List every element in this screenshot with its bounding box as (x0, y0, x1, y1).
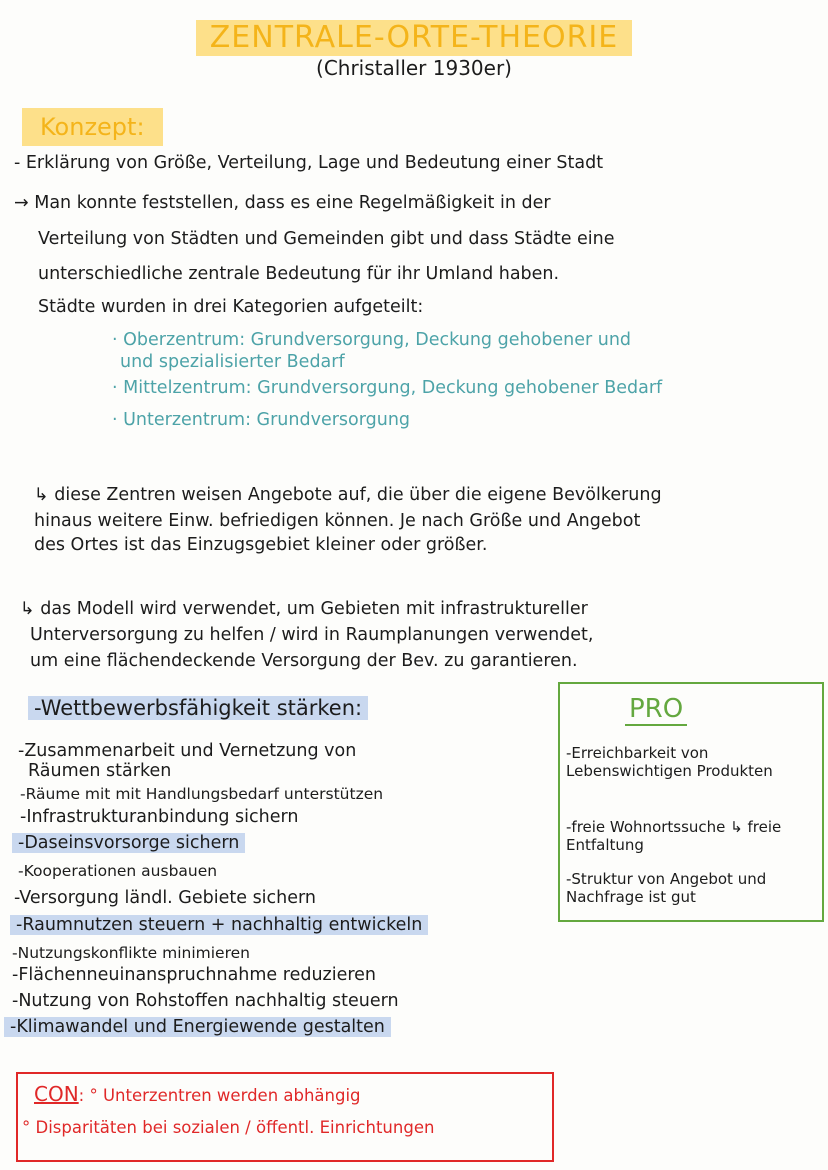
page-title: ZENTRALE-ORTE-THEORIE (196, 20, 632, 56)
pro-item: -freie Wohnortssuche ↳ freie Entfaltung (566, 818, 782, 854)
category-mittelzentrum: · Mittelzentrum: Grundversorgung, Deckung gehobener Bedarf (112, 378, 663, 398)
wettbewerb-heading (28, 696, 368, 720)
wettbewerb-item-text: -Raumnutzen steuern + nachhaltig entwickeln (10, 915, 428, 935)
con-item: ° Disparitäten bei sozialen / öffentl. Einrichtungen (22, 1118, 435, 1137)
wettbewerb-item: -Infrastrukturanbindung sichern (20, 807, 299, 827)
wettbewerb-item-text: -Klimawandel und Energiewende gestalten (4, 1017, 391, 1037)
wettbewerb-heading-text: -Wettbewerbsfähigkeit stärken: (28, 696, 368, 720)
wettbewerb-item: -Zusammenarbeit und Vernetzung von (18, 741, 357, 761)
wettbewerb-item: Räumen stärken (28, 761, 172, 781)
category-oberzentrum-cont: und spezialisierter Bedarf (120, 352, 345, 372)
paragraph-zentren: hinaus weitere Einw. befriedigen können. Je nach Größe und Angebot (34, 511, 641, 531)
wettbewerb-item-highlighted (4, 1016, 391, 1038)
konzept-line: - Erklärung von Größe, Verteilung, Lage und Bedeutung einer Stadt (14, 153, 604, 173)
con-label: CON (34, 1082, 79, 1106)
wettbewerb-item: -Kooperationen ausbauen (18, 862, 218, 880)
page-subtitle: (Christaller 1930er) (316, 56, 512, 80)
paragraph-modell: Unterversorgung zu helfen / wird in Raumplanungen verwendet, (30, 625, 594, 645)
wettbewerb-item: -Räume mit mit Handlungsbedarf unterstützen (20, 785, 384, 803)
category-unterzentrum: · Unterzentrum: Grundversorgung (112, 410, 411, 430)
paragraph-modell: ↳ das Modell wird verwendet, um Gebieten mit infrastruktureller (20, 599, 588, 619)
title-area (0, 20, 828, 56)
konzept-heading: Konzept: (22, 108, 163, 146)
wettbewerb-item-text: -Daseinsvorsorge sichern (12, 833, 245, 853)
category-oberzentrum: · Oberzentrum: Grundversorgung, Deckung gehobener und (112, 330, 632, 350)
paragraph-modell: um eine flächendeckende Versorgung der Bev. zu garantieren. (30, 651, 578, 671)
pro-heading: PRO (625, 694, 687, 726)
pro-item: -Erreichbarkeit von Lebenswichtigen Produkten (566, 744, 773, 780)
paragraph-zentren: ↳ diese Zentren weisen Angebote auf, die über die eigene Bevölkerung (34, 485, 662, 505)
wettbewerb-item-highlighted (10, 914, 428, 936)
konzept-line: → Man konnte feststellen, dass es eine Regelmäßigkeit in der (14, 193, 551, 213)
wettbewerb-item: -Flächenneuinanspruchnahme reduzieren (12, 965, 377, 985)
konzept-line: unterschiedliche zentrale Bedeutung für ihr Umland haben. (38, 264, 560, 284)
subtitle-area (0, 56, 828, 80)
wettbewerb-item: -Nutzungskonflikte minimieren (12, 944, 250, 962)
konzept-line: Verteilung von Städten und Gemeinden gibt und dass Städte eine (38, 229, 615, 249)
wettbewerb-item: -Versorgung ländl. Gebiete sichern (14, 888, 317, 908)
con-item: : ° Unterzentren werden abhängig (78, 1086, 361, 1105)
wettbewerb-item-highlighted (12, 832, 245, 854)
con-line-1 (34, 1082, 361, 1106)
wettbewerb-item: -Nutzung von Rohstoffen nachhaltig steuern (12, 991, 399, 1011)
paragraph-zentren: des Ortes ist das Einzugsgebiet kleiner oder größer. (34, 535, 488, 555)
konzept-line: Städte wurden in drei Kategorien aufgeteilt: (38, 297, 424, 317)
pro-item: -Struktur von Angebot und Nachfrage ist gut (566, 870, 767, 906)
